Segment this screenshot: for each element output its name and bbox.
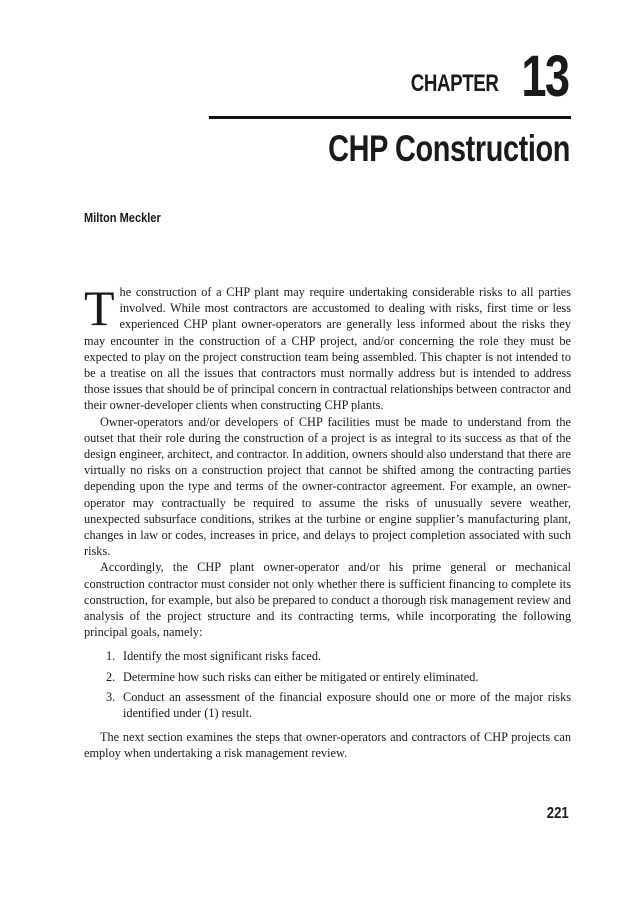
list-item-text: Identify the most significant risks faced. [123, 649, 322, 664]
list-item-text: Conduct an assessment of the financial exposure should one or more of the major risks identified under (1) result. [123, 689, 571, 721]
chapter-heading [386, 44, 569, 109]
list-item-text: Determine how such risks can either be mitigated or entirely eliminated. [123, 669, 479, 684]
paragraph-1 [84, 280, 571, 414]
list-item-number: 2. [106, 669, 116, 684]
chapter-title: CHP Construction [328, 128, 570, 169]
paragraph-2: Owner-operators and/or developers of CHP facilities must be made to understand from the outset that their role during the construction of a project is as integral to its success as that of the design engineer, architect, and contractor. In addition, owners should also understand that there are virtually no risks on a construction project that cannot be shifted among the contracting parties depending upon the type and terms of the owner-contractor agreement. For example, an owner-operator may contractually be required to assume the risks of unusually severe weather, unexpected subsurface conditions, strikes at the turbine or engine supplier’s manufacturing plant, changes in law or codes, increases in price, and delays to project completion associated with such risks. [84, 414, 571, 559]
drop-cap: T [84, 280, 115, 336]
list-item-number: 3. [106, 689, 116, 704]
list-item [106, 669, 571, 685]
list-item [106, 648, 571, 664]
author-name: Milton Meckler [84, 210, 161, 225]
chapter-number: 13 [521, 44, 569, 109]
paragraph-3: Accordingly, the CHP plant owner-operator and/or his prime general or mechanical construction contractor must consider not only whether there is sufficient financing to complete its construction, for example, but also be prepared to conduct a thorough risk management review and analysis of the project structure and its contracting terms, while incorporating the following principal goals, namely: [84, 560, 571, 640]
list-item [106, 689, 571, 721]
paragraph-1-text: he construction of a CHP plant may require undertaking considerable risks to all parties involved. While most contractors are accustomed to dealing with risks, first time or less experienced CHP plant owner-operators are generally less informed about the risks they may encounter in the construction of a CHP project, and/or concerning the role they must be expected to play on the project construction team being assembled. This chapter is not intended to be a treatise on all the issues that contractors must normally address but is intended to address those issues that should be of principal concern in contractual relationships between contractor and their owner-developer clients when constructing CHP plants. [84, 285, 571, 413]
list-item-number: 1. [106, 649, 116, 664]
paragraph-4: The next section examines the steps that owner-operators and contractors of CHP projects can employ when undertaking a risk management review. [84, 730, 571, 761]
chapter-label: CHAPTER [410, 70, 499, 97]
chapter-body [84, 280, 571, 762]
heading-rule [209, 116, 571, 119]
goals-list [84, 648, 571, 721]
page-number: 221 [547, 805, 569, 822]
